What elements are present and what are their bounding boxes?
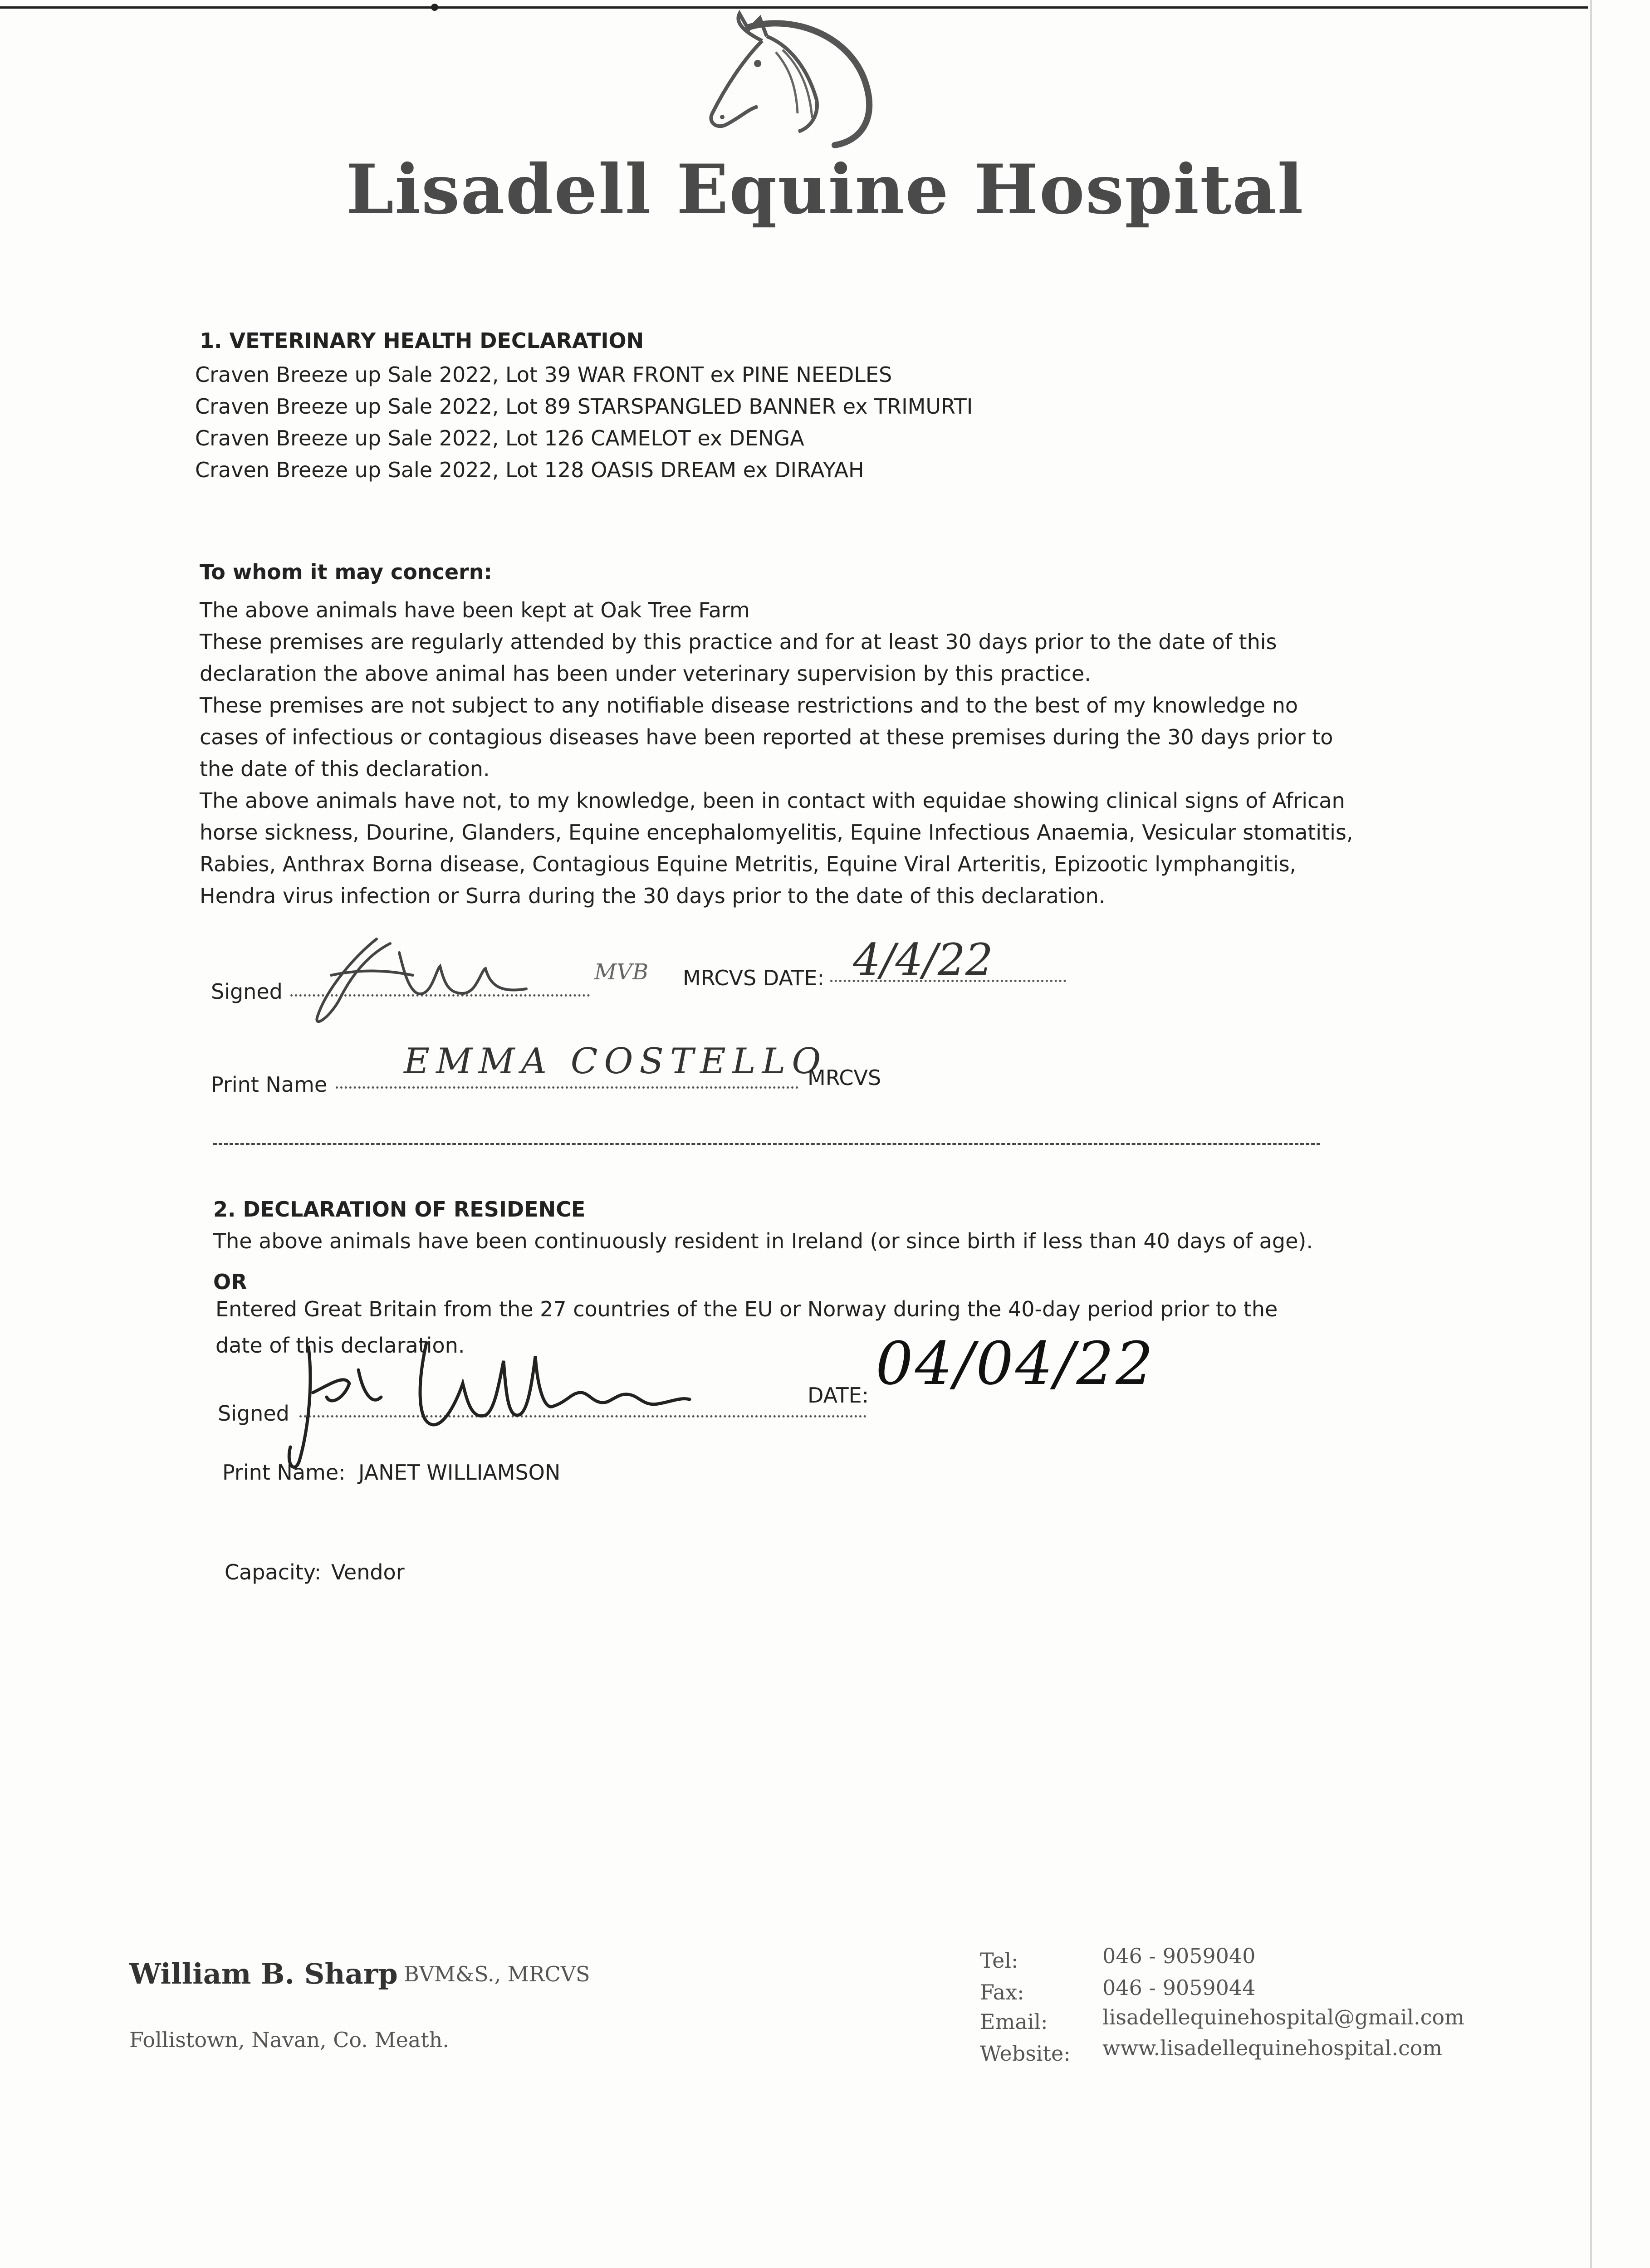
capacity-label: Capacity: xyxy=(225,1560,322,1584)
vendor-print-name-value: JANET WILLIAMSON xyxy=(358,1460,561,1485)
footer-tel-value: 046 - 9059040 xyxy=(1102,1944,1256,1968)
footer-email-label: Email: xyxy=(980,2009,1048,2034)
residence-line-3: date of this declaration. xyxy=(215,1333,465,1358)
top-border-line xyxy=(0,6,1588,9)
residence-line-2: Entered Great Britain from the 27 countries of the EU or Norway during the 40-day period prior to the xyxy=(215,1297,1278,1321)
vendor-signed-label: Signed xyxy=(218,1401,289,1426)
vet-print-name-label: Print Name xyxy=(211,1072,328,1097)
paragraph-4: The above animals have not, to my knowledge, been in contact with equidae showing clinical signs of African horse sickness, Dourine, Glanders, Equine encephalomyelitis, Equine Infectious Anaemia, Vesicular stomatitis, Rabies, Anthrax Borna disease, Contagious Equine Metritis, Equine Viral Arteritis, Epizootic lymphangitis, Hendra virus infection or Surra during the 30 days prior to the date of this declaration. xyxy=(200,788,1353,908)
mrcvs-date-label: MRCVS DATE: xyxy=(683,966,824,990)
vendor-date-handwritten: 04/04/22 xyxy=(876,1329,1155,1398)
vet-signature xyxy=(299,925,535,1030)
section-divider xyxy=(213,1143,1320,1145)
section1-heading: 1. VETERINARY HEALTH DECLARATION xyxy=(200,328,644,353)
vendor-date-label: DATE: xyxy=(808,1383,869,1408)
lot-line-1: Craven Breeze up Sale 2022, Lot 39 WAR FRONT ex PINE NEEDLES xyxy=(195,362,892,387)
paragraph-1: The above animals have been kept at Oak Tree Farm xyxy=(200,598,750,622)
section2-heading: 2. DECLARATION OF RESIDENCE xyxy=(213,1197,586,1222)
vet-signed-suffix: MVB xyxy=(594,959,649,985)
footer-fax-value: 046 - 9059044 xyxy=(1102,1975,1256,2000)
lot-line-3: Craven Breeze up Sale 2022, Lot 126 CAMELOT ex DENGA xyxy=(195,426,804,450)
residence-line-1: The above animals have been continuously resident in Ireland (or since birth if less than 40 days of age). xyxy=(213,1229,1313,1253)
right-page-edge xyxy=(1590,0,1592,2268)
paragraph-3: These premises are not subject to any notifiable disease restrictions and to the best of my knowledge no cases of infectious or contagious diseases have been reported at these premises during the 30 days prior to the date of this declaration. xyxy=(200,693,1333,781)
lot-line-4: Craven Breeze up Sale 2022, Lot 128 OASIS DREAM ex DIRAYAH xyxy=(195,458,864,482)
footer-vet-name: William B. Sharp xyxy=(129,1957,398,1990)
footer-email-value: lisadellequinehospital@gmail.com xyxy=(1102,2005,1464,2029)
vet-print-name-suffix: MRCVS xyxy=(808,1066,881,1090)
horse-head-icon xyxy=(681,9,880,150)
footer-fax-label: Fax: xyxy=(980,1980,1024,2004)
capacity-value: Vendor xyxy=(331,1560,405,1584)
vendor-print-name-label: Print Name: xyxy=(222,1460,346,1485)
vet-print-name-dots xyxy=(336,1082,798,1089)
paragraph-2: These premises are regularly attended by this practice and for at least 30 days prior to the date of this declaration the above animal has been under veterinary supervision by this practice. xyxy=(200,630,1277,686)
footer-tel-label: Tel: xyxy=(980,1948,1018,1973)
vet-print-name-handwritten: EMMA COSTELLO xyxy=(404,1041,827,1082)
footer-address: Follistown, Navan, Co. Meath. xyxy=(129,2028,450,2052)
lot-line-2: Craven Breeze up Sale 2022, Lot 89 STARSPANGLED BANNER ex TRIMURTI xyxy=(195,394,973,419)
hospital-name: Lisadell Equine Hospital xyxy=(346,150,1304,230)
vet-signed-label: Signed xyxy=(211,979,283,1004)
residence-or: OR xyxy=(213,1270,247,1294)
footer-website-label: Website: xyxy=(980,2041,1071,2066)
vet-date-handwritten: 4/4/22 xyxy=(853,934,993,985)
footer-vet-qualifications: BVM&S., MRCVS xyxy=(404,1962,590,1986)
salutation: To whom it may concern: xyxy=(200,560,492,584)
declaration-body xyxy=(200,594,1361,912)
top-border-dot xyxy=(431,4,438,11)
footer-website-value: www.lisadellequinehospital.com xyxy=(1102,2036,1443,2060)
